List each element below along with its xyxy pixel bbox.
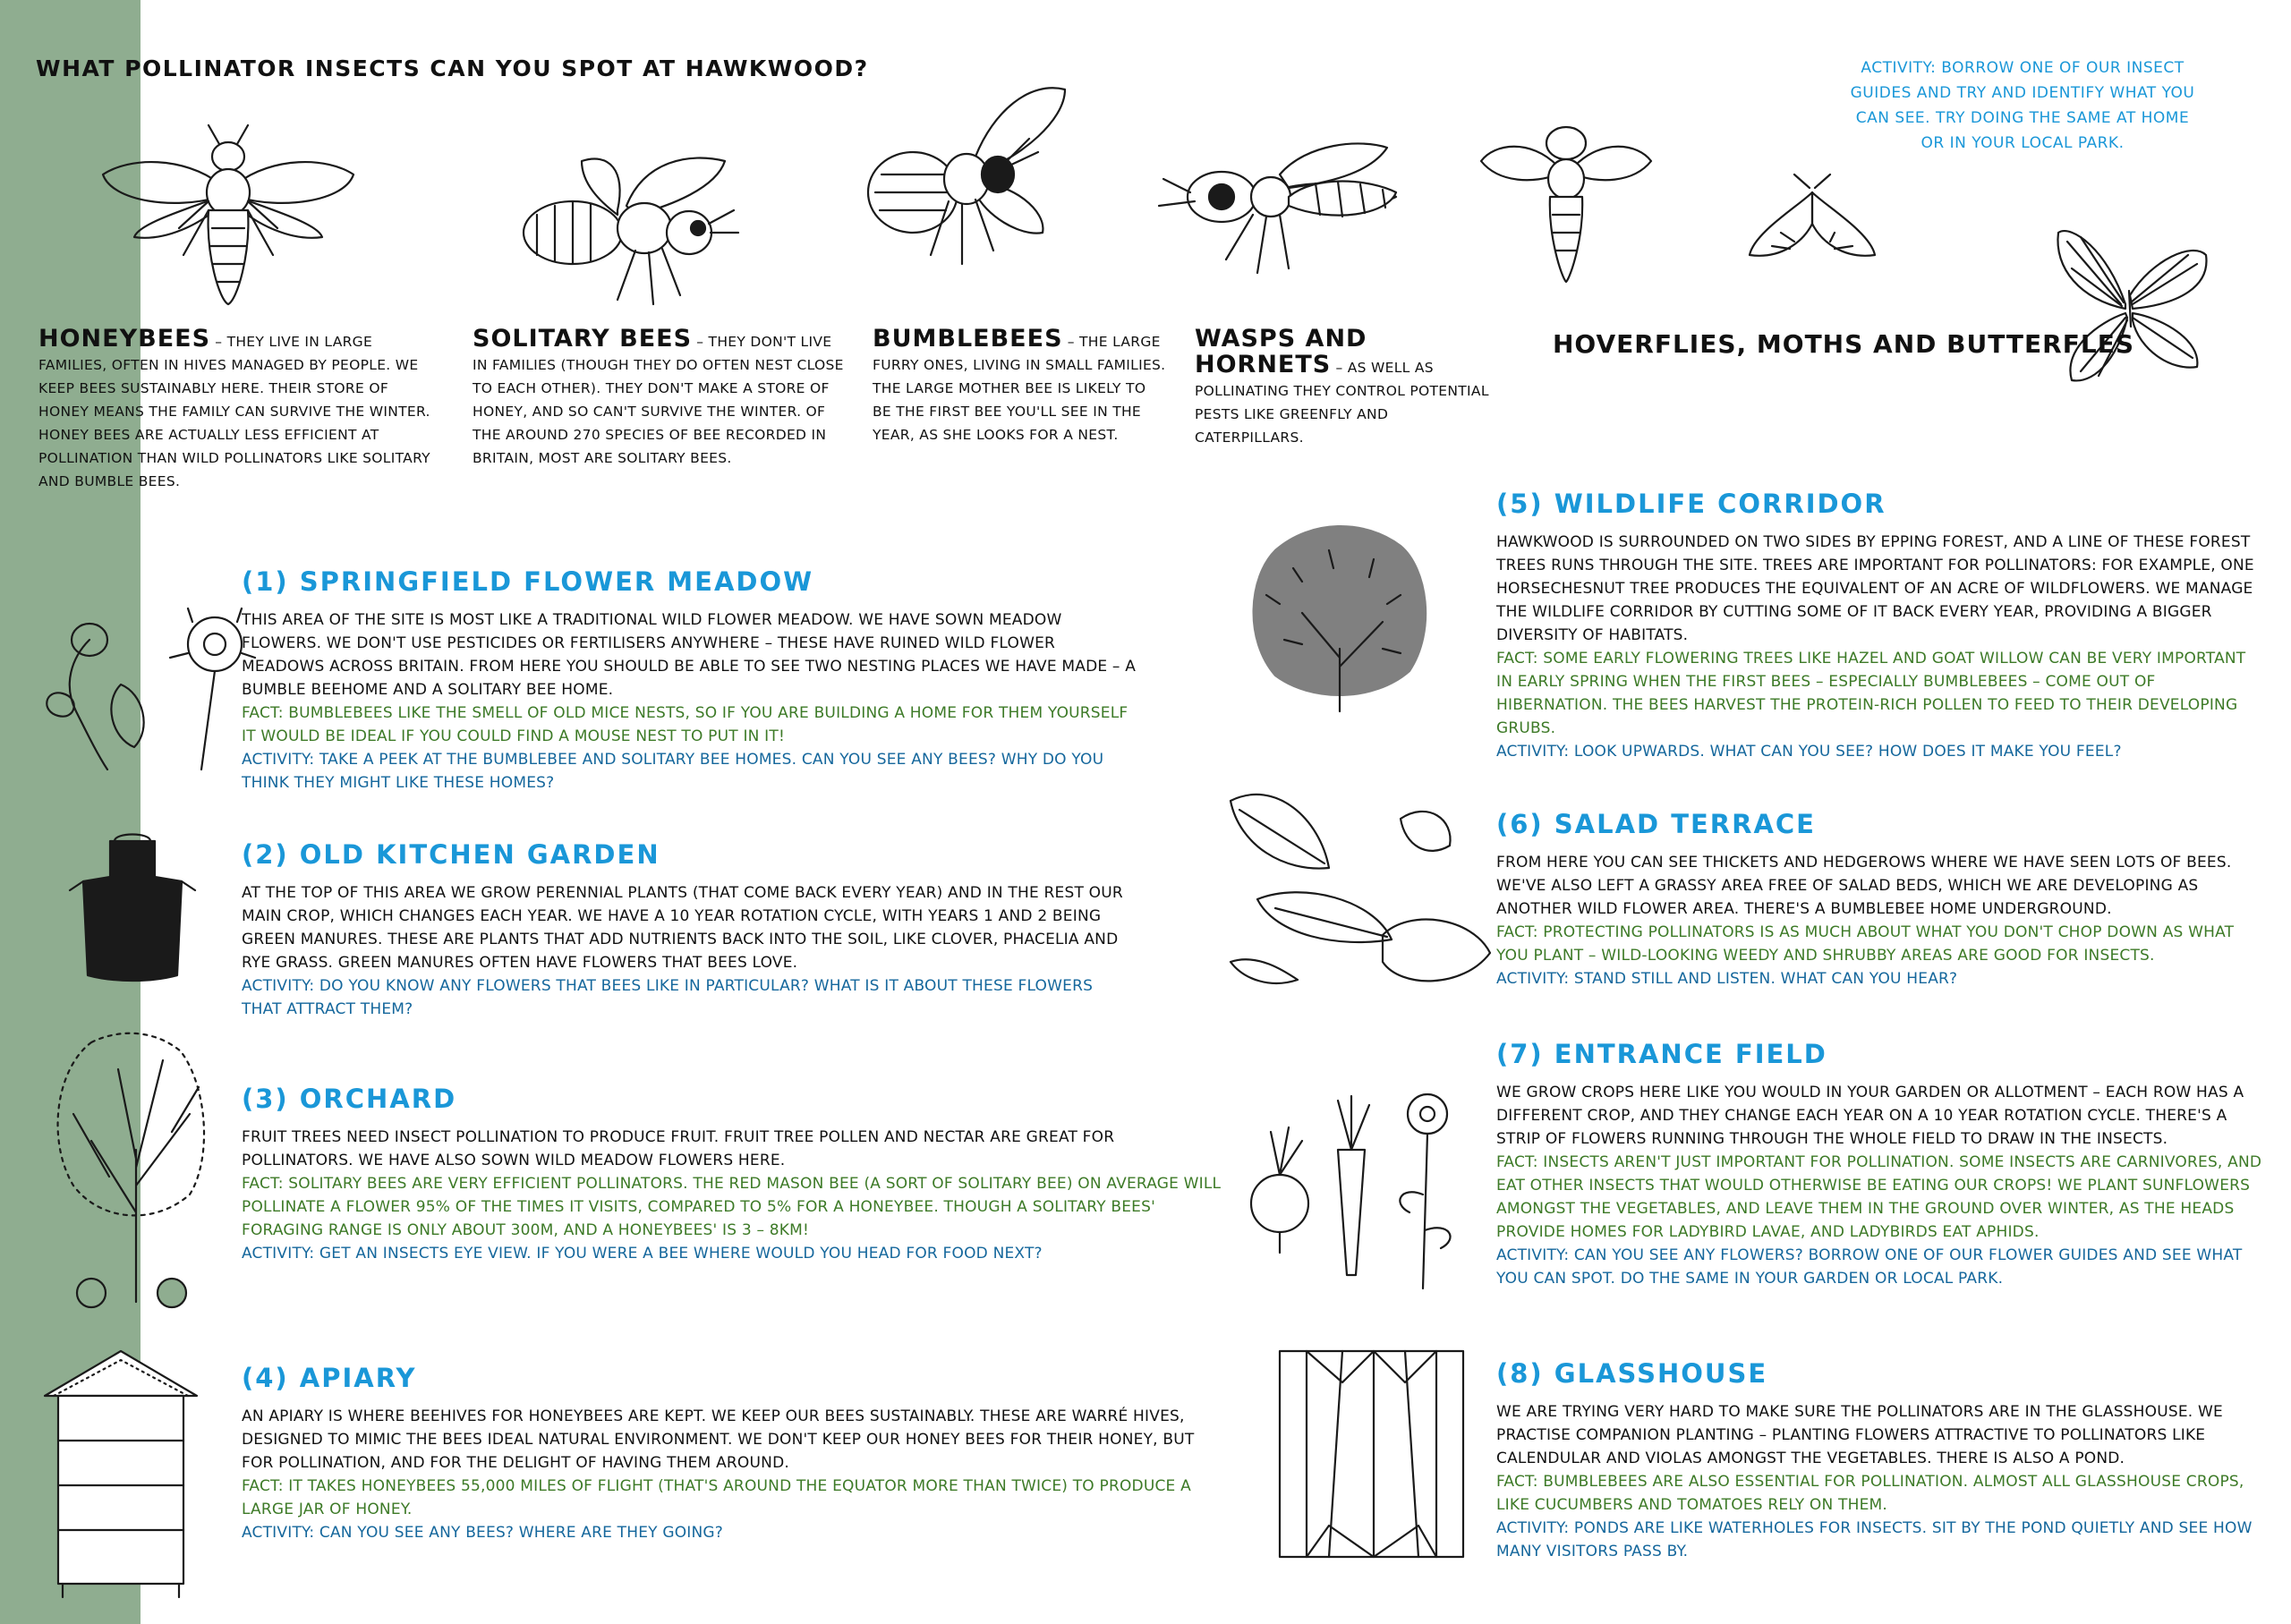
insect-desc: – THEY DON'T LIVE IN FAMILIES (THOUGH THEY DO OFTEN NEST CLOSE TO EACH OTHER). THEY DON'T MAKE A STORE OF HONEY, AND SO CAN'T SURVIVE THE WINTER. OF THE AROUND 270 SPECIES OF BEE RECORDED IN BRITAIN, MOST ARE SOLITARY BEES.	[473, 334, 844, 466]
insect-wasps	[1195, 327, 1499, 449]
insect-name: HONEYBEES	[38, 325, 211, 353]
insect-honeybees	[38, 327, 432, 493]
beehive-illustration	[36, 1342, 206, 1597]
section-title: (5) WILDLIFE CORRIDOR	[1496, 489, 1886, 519]
section-body: AT THE TOP OF THIS AREA WE GROW PERENNIAL PLANTS (THAT COME BACK EVERY YEAR) AND IN THE REST OUR MAIN CROP, WHICH CHANGES EACH YEAR. WE HAVE A 10 YEAR ROTATION CYCLE, WITH YEARS 1 AND 2 BEING GREEN MANURES. THESE ARE PLANTS THAT ADD NUTRIENTS BACK INTO THE SOIL, LIKE CLOVER, PHACELIA AND RYE GRASS. GREEN MANURES OFTEN HAVE FLOWERS THAT BEES LOVE.	[242, 884, 1123, 972]
insect-name: BUMBLEBEES	[873, 325, 1063, 353]
section-title: (6) SALAD TERRACE	[1496, 809, 1816, 839]
section-title: (2) OLD KITCHEN GARDEN	[242, 839, 660, 870]
orchard-tree-illustration	[55, 1033, 208, 1311]
insect-desc: – THE LARGE FURRY ONES, LIVING IN SMALL FAMILIES. THE LARGE MOTHER BEE IS LIKELY TO BE THE FIRST BEE YOU'LL SEE IN THE YEAR, AS SHE LOOKS FOR A NEST.	[873, 334, 1166, 443]
section-fact: FACT: SOLITARY BEES ARE VERY EFFICIENT POLLINATORS. THE RED MASON BEE (A SORT OF SOLITARY BEE) ON AVERAGE WILL POLLINATE A FLOWER 95% OF THE TIMES IT VISITS, COMPARED TO 5% FOR A HONEYBEE. THOUGH A SOLITARY BEES' FORAGING RANGE IS ONLY ABOUT 300M, AND A HONEYBEES' IS 3 – 8KM!	[242, 1175, 1222, 1239]
insect-desc: – THEY LIVE IN LARGE FAMILIES, OFTEN IN HIVES MANAGED BY PEOPLE. WE KEEP BEES SUSTAINABLY HERE. THEIR STORE OF HONEY MEANS THE FAMILY CAN SURVIVE THE WINTER. HONEY BEES ARE ACTUALLY LESS EFFICIENT AT POLLINATION THAN WILD POLLINATORS LIKE SOLITARY AND BUMBLE BEES.	[38, 334, 430, 489]
moth-illustration	[1745, 170, 1879, 268]
section-activity: ACTIVITY: CAN YOU SEE ANY BEES? WHERE ARE THEY GOING?	[242, 1524, 724, 1542]
section-body: AN APIARY IS WHERE BEEHIVES FOR HONEYBEES ARE KEPT. WE KEEP OUR BEES SUSTAINABLY. THESE ARE WARRÉ HIVES, DESIGNED TO MIMIC THE BEES IDEAL NATURAL ENVIRONMENT. WE DON'T KEEP OUR HONEY BEES FOR THEIR HONEY, BUT FOR POLLINATION, AND FOR THE DELIGHT OF HAVING THEM AROUND.	[242, 1407, 1195, 1472]
section-springfield-meadow	[242, 565, 1137, 795]
section-old-kitchen-garden	[242, 838, 1137, 1021]
insect-name: SOLITARY BEES	[473, 325, 693, 353]
insect-desc: – AS WELL AS POLLINATING THEY CONTROL POTENTIAL PESTS LIKE GREENFLY AND CATERPILLARS.	[1195, 360, 1489, 446]
insect-bumblebees	[873, 327, 1168, 446]
section-activity: ACTIVITY: DO YOU KNOW ANY FLOWERS THAT BEES LIKE IN PARTICULAR? WHAT IS IT ABOUT THESE FLOWERS THAT ATTRACT THEM?	[242, 977, 1094, 1018]
section-entrance-field	[1496, 1038, 2266, 1290]
section-activity: ACTIVITY: TAKE A PEEK AT THE BUMBLEBEE AND SOLITARY BEE HOMES. CAN YOU SEE ANY BEES? WHY DO YOU THINK THEY MIGHT LIKE THESE HOMES?	[242, 751, 1104, 792]
section-fact: FACT: INSECTS AREN'T JUST IMPORTANT FOR POLLINATION. SOME INSECTS ARE CARNIVORES, AND EAT OTHER INSECTS THAT WOULD OTHERWISE BE EATING OUR CROPS! WE PLANT SUNFLOWERS AMONGST THE VEGETABLES, AND LEAVE THEM IN THE GROUND OVER WINTER, AS THE HEADS PROVIDE HOMES FOR LADYBIRD LAVAE, AND LADYBIRDS EAT APHIDS.	[1496, 1153, 2262, 1241]
section-wildlife-corridor	[1496, 488, 2266, 763]
vegetables-illustration	[1239, 1096, 1481, 1293]
section-title: (8) GLASSHOUSE	[1496, 1358, 1768, 1389]
section-title: (7) ENTRANCE FIELD	[1496, 1039, 1827, 1069]
section-activity: ACTIVITY: GET AN INSECTS EYE VIEW. IF YOU WERE A BEE WHERE WOULD YOU HEAD FOR FOOD NEXT?	[242, 1245, 1043, 1263]
honeybee-illustration	[94, 121, 362, 309]
bumblebee-illustration	[850, 76, 1083, 291]
section-title: (4) APIARY	[242, 1363, 417, 1393]
section-fact: FACT: PROTECTING POLLINATORS IS AS MUCH ABOUT WHAT YOU DON'T CHOP DOWN AS WHAT YOU PLANT – WILD-LOOKING WEEDY AND SHRUBBY AREAS ARE GOOD FOR INSECTS.	[1496, 923, 2235, 965]
section-title: (1) SPRINGFIELD FLOWER MEADOW	[242, 566, 814, 597]
section-activity: ACTIVITY: LOOK UPWARDS. WHAT CAN YOU SEE? HOW DOES IT MAKE YOU FEEL?	[1496, 743, 2122, 761]
activity-note: ACTIVITY: BORROW ONE OF OUR INSECT GUIDES AND TRY AND IDENTIFY WHAT YOU CAN SEE. TRY DOING THE SAME AT HOME OR IN YOUR LOCAL PARK.	[1850, 59, 2195, 152]
insect-solitary-bees	[473, 327, 848, 470]
section-orchard	[242, 1083, 1226, 1265]
section-glasshouse	[1496, 1357, 2266, 1563]
section-body: THIS AREA OF THE SITE IS MOST LIKE A TRADITIONAL WILD FLOWER MEADOW. WE HAVE SOWN MEADOW FLOWERS. WE DON'T USE PESTICIDES OR FERTILISERS ANYWHERE – THESE HAVE RUINED WILD FLOWER MEADOWS ACROSS BRITAIN. FROM HERE YOU SHOULD BE ABLE TO SEE TWO NESTING PLACES WE HAVE MADE – A BUMBLE BEEHOME AND A SOLITARY BEE HOME.	[242, 611, 1137, 699]
glasshouse-illustration	[1275, 1347, 1468, 1561]
insect-hoverflies: HOVERFLIES, MOTHS AND BUTTERFLES	[1553, 329, 2134, 359]
butterfly-illustration	[2045, 215, 2215, 394]
insect-name: WASPS AND HORNETS	[1195, 325, 1367, 378]
apron-illustration	[79, 832, 186, 984]
forest-tree-illustration	[1239, 523, 1441, 716]
meadow-flowers-illustration	[36, 604, 242, 774]
section-fact: FACT: BUMBLEBEES ARE ALSO ESSENTIAL FOR POLLINATION. ALMOST ALL GLASSHOUSE CROPS, LIKE CUCUMBERS AND TOMATOES RELY ON THEM.	[1496, 1473, 2244, 1514]
section-body: FROM HERE YOU CAN SEE THICKETS AND HEDGEROWS WHERE WE HAVE SEEN LOTS OF BEES. WE'VE ALSO LEFT A GRASSY AREA FREE OF SALAD BEDS, WHICH WE ARE DEVELOPING AS ANOTHER WILD FLOWER AREA. THERE'S A BUMBLEBEE HOME UNDERGROUND.	[1496, 854, 2232, 918]
section-activity: ACTIVITY: CAN YOU SEE ANY FLOWERS? BORROW ONE OF OUR FLOWER GUIDES AND SEE WHAT YOU CAN SPOT. DO THE SAME IN YOUR GARDEN OR LOCAL PARK.	[1496, 1246, 2243, 1288]
section-salad-terrace	[1496, 808, 2266, 991]
solitary-bee-illustration	[510, 143, 743, 313]
section-body: HAWKWOOD IS SURROUNDED ON TWO SIDES BY EPPING FOREST, AND A LINE OF THESE FOREST TREES RUNS THROUGH THE SITE. TREES ARE IMPORTANT FOR POLLINATORS: FOR EXAMPLE, ONE HORSECHESNUT TREE PRODUCES THE EQUIVALENT OF AN ACRE OF WILDFLOWERS. WE MANAGE THE WILDLIFE CORRIDOR BY CUTTING SOME OF IT BACK EVERY YEAR, PROVIDING A BIGGER DIVERSITY OF HABITATS.	[1496, 533, 2254, 644]
section-fact: FACT: SOME EARLY FLOWERING TREES LIKE HAZEL AND GOAT WILLOW CAN BE VERY IMPORTANT IN EARLY SPRING WHEN THE FIRST BEES – ESPECIALLY BUMBLEBEES – COME OUT OF HIBERNATION. THE BEES HARVEST THE PROTEIN-RICH POLLEN TO FEED TO THEIR DEVELOPING GRUBS.	[1496, 650, 2246, 737]
section-body: FRUIT TREES NEED INSECT POLLINATION TO PRODUCE FRUIT. FRUIT TREE POLLEN AND NECTAR ARE GREAT FOR POLLINATORS. WE HAVE ALSO SOWN WILD MEADOW FLOWERS HERE.	[242, 1128, 1115, 1169]
section-fact: FACT: BUMBLEBEES LIKE THE SMELL OF OLD MICE NESTS, SO IF YOU ARE BUILDING A HOME FOR THEM YOURSELF IT WOULD BE IDEAL IF YOU COULD FIND A MOUSE NEST TO PUT IN IT!	[242, 704, 1128, 745]
section-activity: ACTIVITY: PONDS ARE LIKE WATERHOLES FOR INSECTS. SIT BY THE POND QUIETLY AND SEE HOW MANY VISITORS PASS BY.	[1496, 1519, 2253, 1560]
section-body: WE GROW CROPS HERE LIKE YOU WOULD IN YOUR GARDEN OR ALLOTMENT – EACH ROW HAS A DIFFERENT CROP, AND THEY CHANGE EACH YEAR ON A 10 YEAR ROTATION CYCLE. THERE'S A STRIP OF FLOWERS RUNNING THROUGH THE WHOLE FIELD TO DRAW IN THE INSECTS.	[1496, 1084, 2244, 1148]
page-title: WHAT POLLINATOR INSECTS CAN YOU SPOT AT HAWKWOOD?	[36, 55, 869, 81]
section-body: WE ARE TRYING VERY HARD TO MAKE SURE THE POLLINATORS ARE IN THE GLASSHOUSE. WE PRACTISE COMPANION PLANTING – PLANTING FLOWERS ATTRACTIVE TO POLLINATORS LIKE CALENDULAR AND VIOLAS AMONGST THE VEGETABLES. THERE IS ALSO A POND.	[1496, 1403, 2223, 1467]
section-apiary	[242, 1362, 1226, 1544]
section-title: (3) ORCHARD	[242, 1084, 457, 1114]
section-activity: ACTIVITY: STAND STILL AND LISTEN. WHAT CAN YOU HEAR?	[1496, 970, 1958, 988]
salad-leaves-illustration	[1222, 783, 1499, 1007]
wasp-illustration	[1154, 125, 1423, 286]
hoverfly-illustration	[1477, 103, 1656, 300]
section-fact: FACT: IT TAKES HONEYBEES 55,000 MILES OF FLIGHT (THAT'S AROUND THE EQUATOR MORE THAN TWICE) TO PRODUCE A LARGE JAR OF HONEY.	[242, 1477, 1191, 1518]
